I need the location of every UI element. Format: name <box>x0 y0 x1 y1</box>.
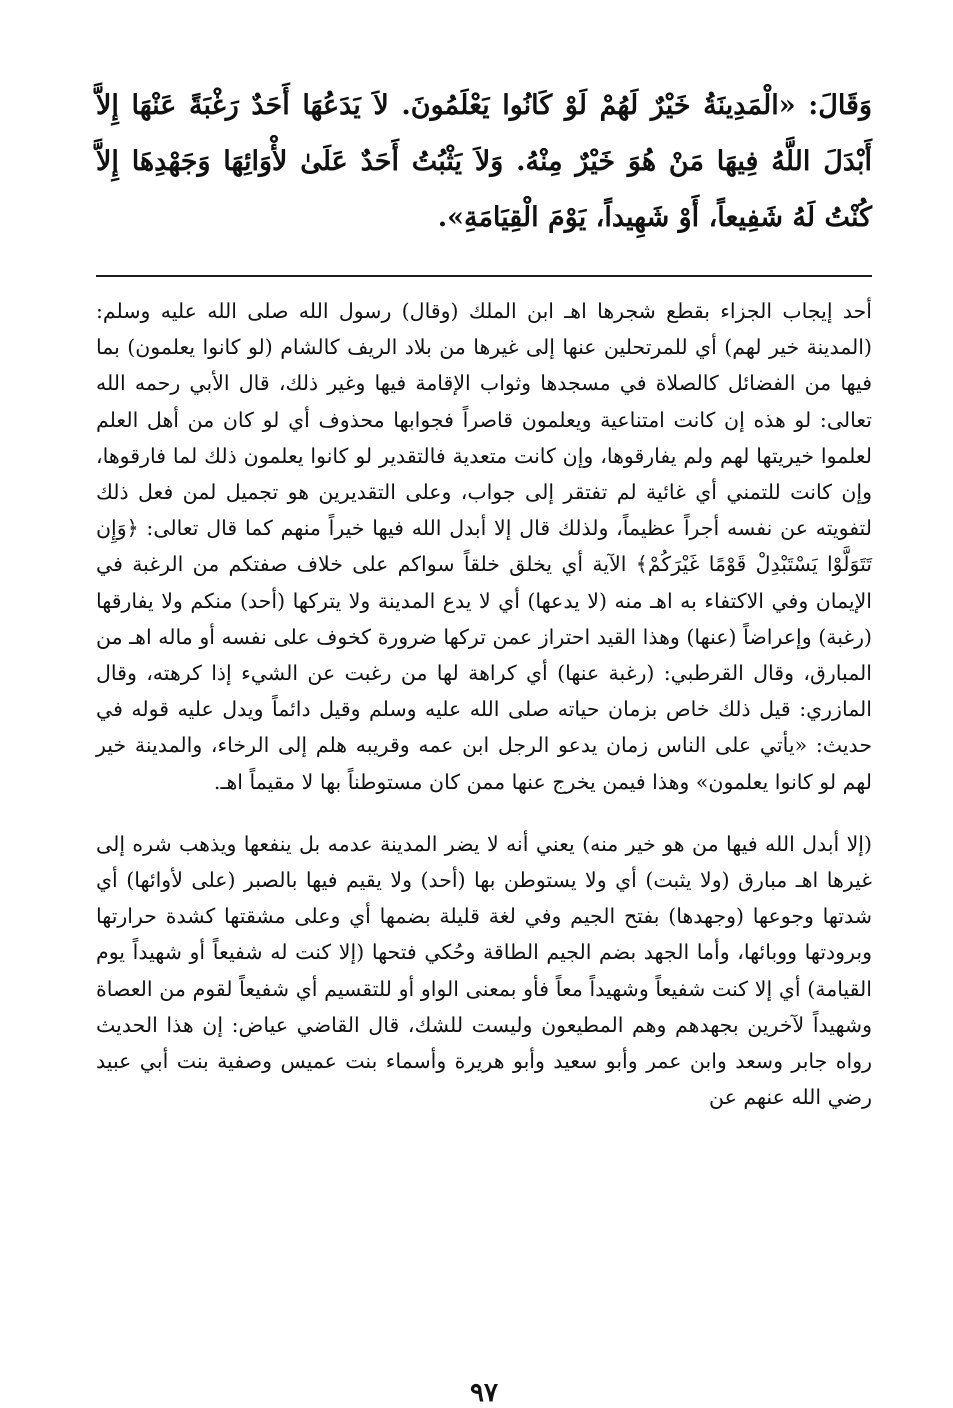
commentary-block <box>96 293 872 1115</box>
page-number: ٩٧ <box>470 1378 498 1408</box>
footnote-separator-line <box>96 275 872 277</box>
commentary-paragraph-2: (إلا أبدل الله فيها من هو خير منه) يعني أنه لا يضر المدينة عدمه بل ينفعها ويذهب شره إلى غيرها اهـ مبارق (ولا يثبت) أي ولا يستوطن بها (أحد) ولا يقيم فيها بالصبر (على لأوائها) أي شدتها وجوعها (وجهدها) بفتح الجيم وفي لغة قليلة بضمها أي وعلى مشقتها كشدة حرارتها وبرودتها ووبائها، وأما الجهد بضم الجيم الطاقة وحُكي فتحها (إلا كنت له شفيعاً أو شهيداً يوم القيامة) أي إلا كنت شفيعاً وشهيداً معاً فأو بمعنى الواو أو للتقسيم أي شفيعاً لقوم من العصاة وشهيداً لآخرين بجهدهم وهم المطيعون وليست للشك، قال القاضي عياض: إن هذا الحديث رواه جابر وسعد وابن عمر وأبو سعيد وأبو هريرة وأسماء بنت عميس وصفية بنت أبي عبيد رضي الله عنهم عن <box>96 831 872 1110</box>
book-page <box>96 78 872 1408</box>
commentary-paragraph-1: أحد إيجاب الجزاء بقطع شجرها اهـ ابن الملك (وقال) رسول الله صلى الله عليه وسلم: (المدينة خير لهم) أي للمرتحلين عنها إلى غيرها من بلاد الريف كالشام (لو كانوا يعلمون) بما فيها من الفضائل كالصلاة في مسجدها وثواب الإقامة فيها وغير ذلك، قال الأبي رحمه الله تعالى: لو هذه إن كانت امتناعية ويعلمون قاصراً فجوابها محذوف أي لو كان من أهل العلم لعلموا خيريتها لهم ولم يفارقوها، وإن كانت متعدية فالتقدير لو كانوا يعلمون ذلك لما فارقوها، وإن كانت للتمني أي غائية لم تفتقر إلى جواب، وعلى التقديرين هو تجميل لمن فعل ذلك لتفويته عن نفسه أجراً عظيماً، ولذلك قال إلا أبدل الله فيها خيراً منهم كما قال تعالى: ﴿وَإِن تَتَوَلَّوْا يَسْتَبْدِلْ قَوْمًا غَيْرَكُمْ﴾ الآية أي يخلق خلقاً سواكم على خلاف صفتكم من الرغبة في الإيمان وفي الاكتفاء به اهـ منه (لا يدعها) أي لا يدع المدينة ولا يتركها (أحد) منكم ولا يفارقها (رغبة) وإعراضاً (عنها) وهذا القيد احتراز عمن تركها ضرورة كخوف على نفسه أو ماله اهـ من المبارق، وقال القرطبي: (رغبة عنها) أي كراهة لها من رغبت عن الشيء إذا كرهته، وقال المازري: قيل ذلك خاص بزمان حياته صلى الله عليه وسلم وقيل دائماً ويدل عليه قوله في حديث: «يأتي على الناس زمان يدعو الرجل ابن عمه وقريبه هلم إلى الرخاء، والمدينة خير لهم لو كانوا يعلمون» وهذا فيمن يخرج عنها ممن كان مستوطناً بها لا مقيماً اهـ. <box>96 299 872 794</box>
hadith-text: وَقَالَ: «الْمَدِينَةُ خَيْرٌ لَهُمْ لَوْ كَانُوا يَعْلَمُونَ. لاَ يَدَعُهَا أَحَدٌ رَغْبَةً عَنْهَا إِلاَّ أَبْدَلَ اللَّهُ فِيهَا مَنْ هُوَ خَيْرٌ مِنْهُ. وَلاَ يَثْبُتُ أَحَدٌ عَلَىٰ لأْوَائِهَا وَجَهْدِهَا إِلاَّ كُنْتُ لَهُ شَفِيعاً، أَوْ شَهِيداً، يَوْمَ الْقِيَامَةِ». <box>96 90 872 233</box>
